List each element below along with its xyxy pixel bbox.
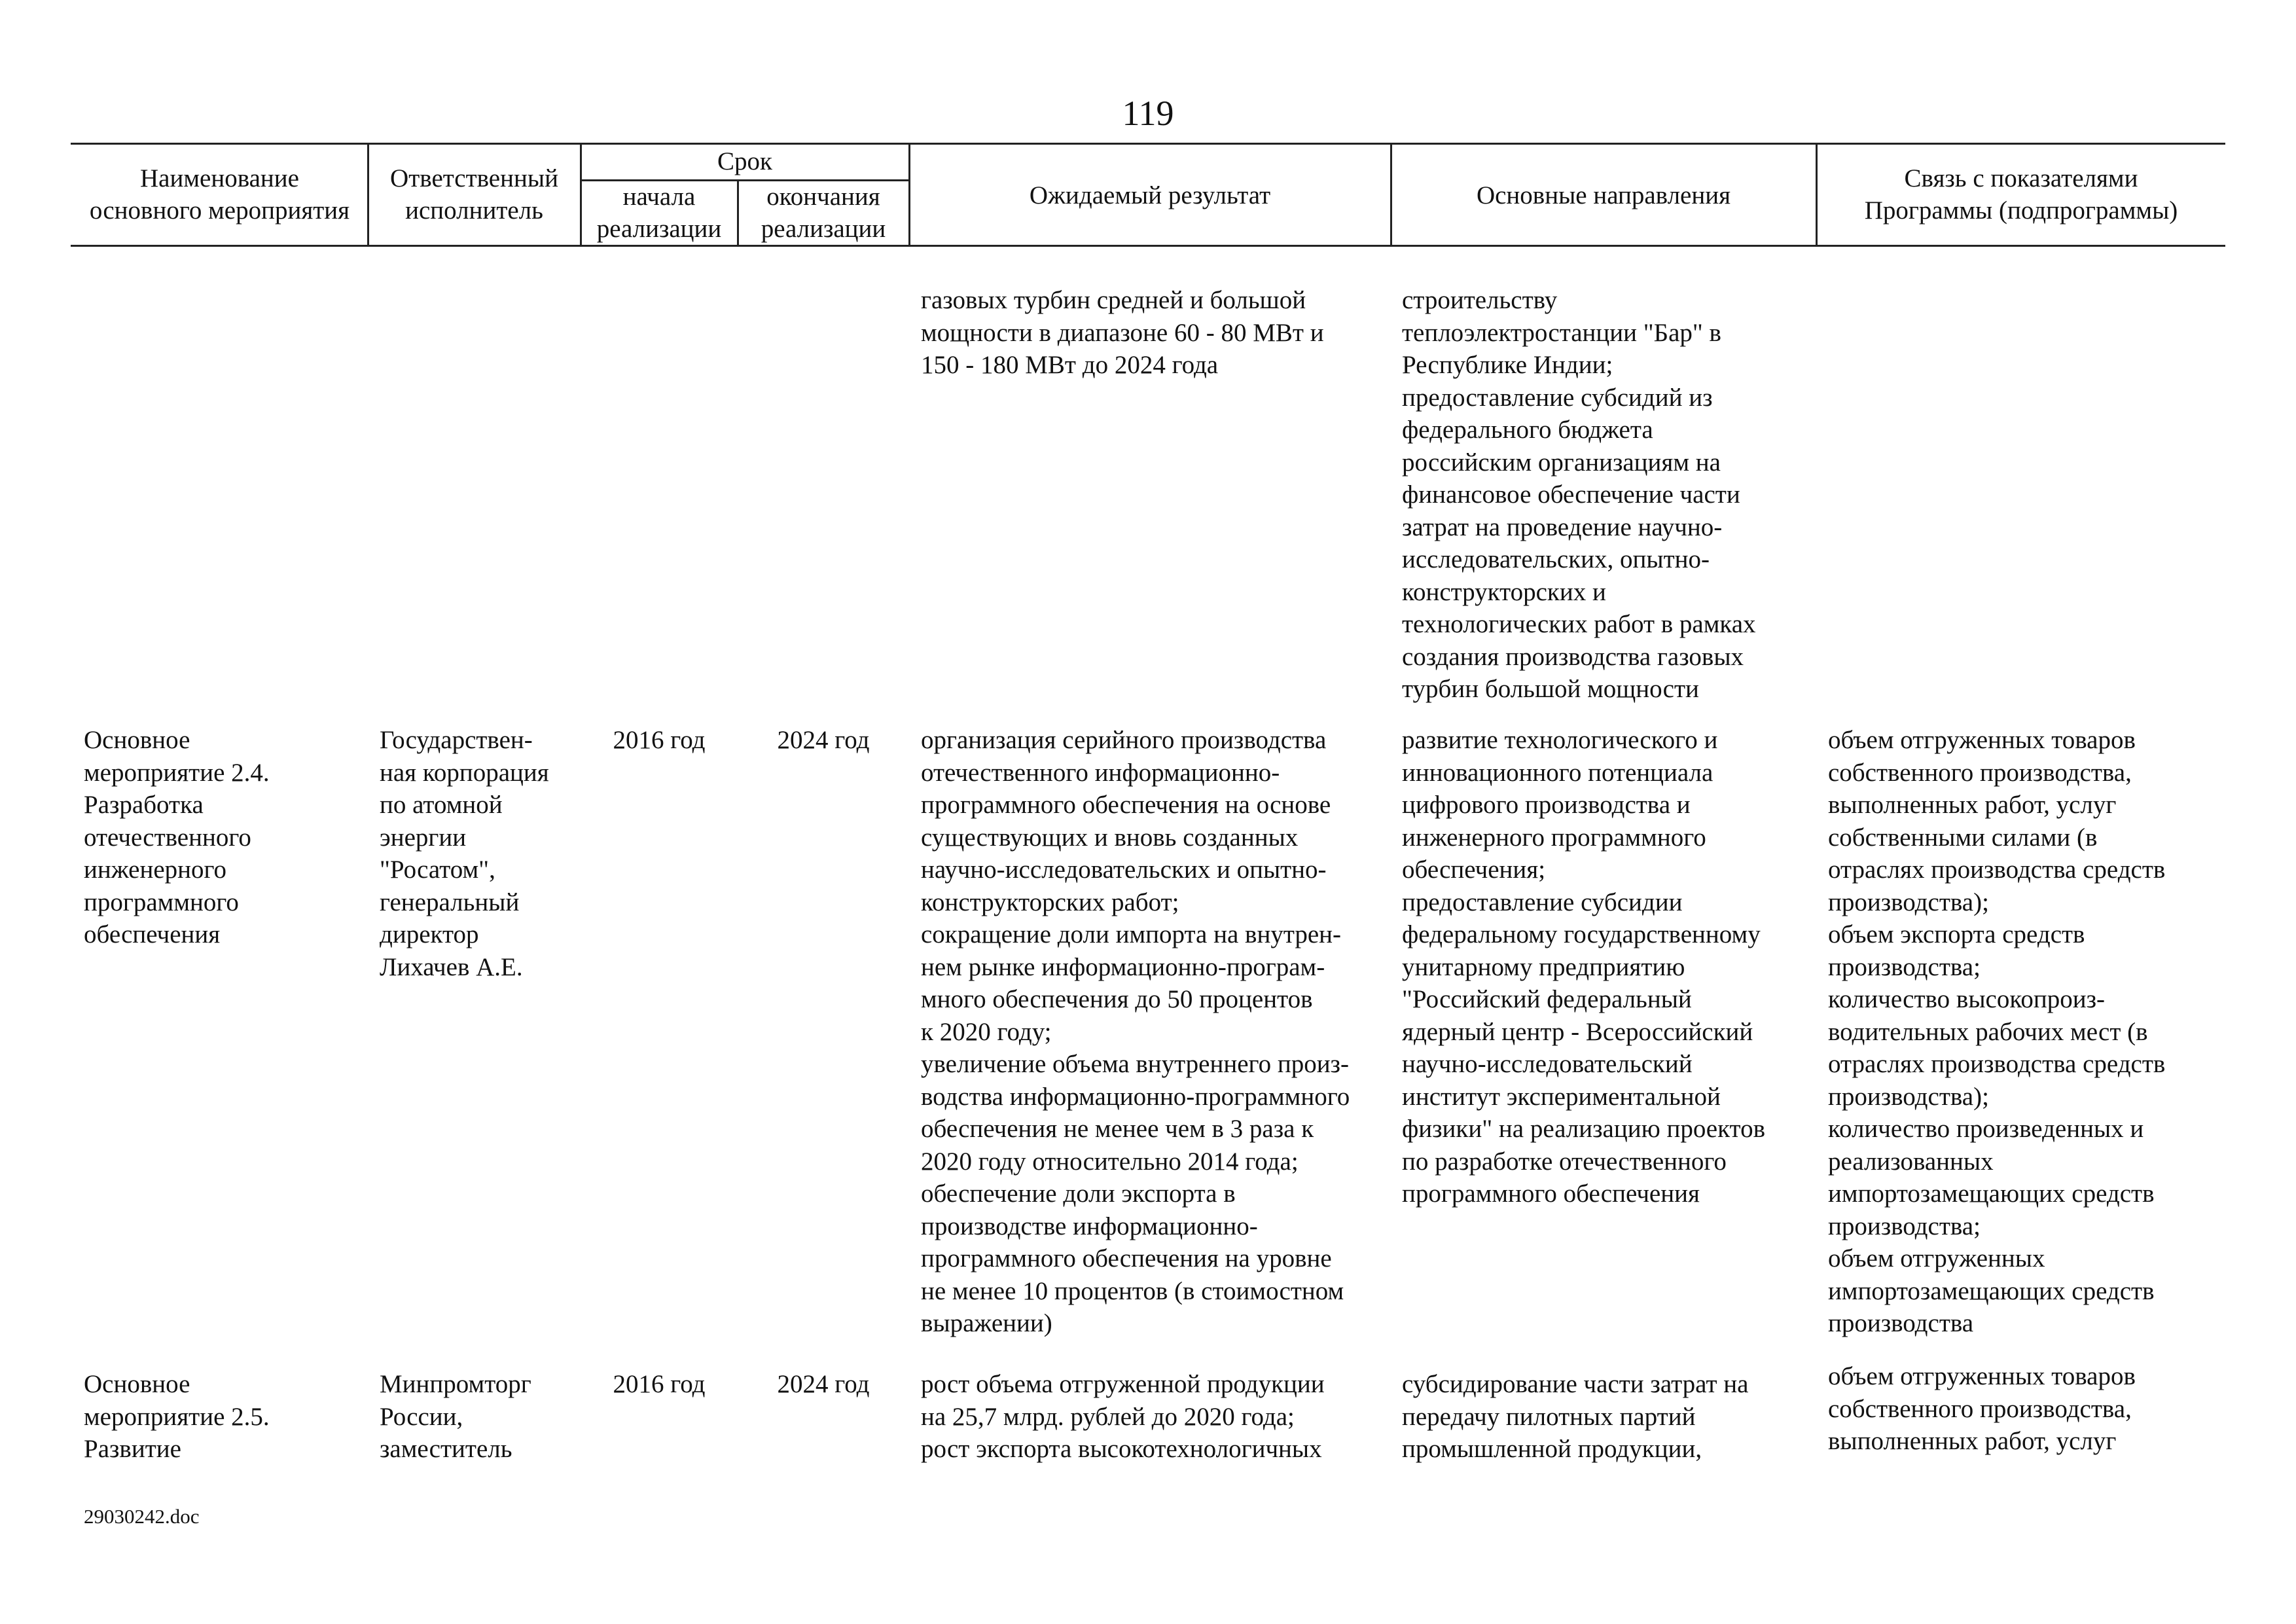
header-term: Срок [717, 147, 772, 175]
header-directions: Основные направления [1476, 181, 1731, 209]
row-1-end: 2024 год [777, 726, 870, 754]
row-1-link: объем отгруженных товаров собственного производства, выполненных работ, услуг собственными силами (в отраслях производства средств производства); объем экспорта средств производства; количество высокопроиз- водительных рабочих мест (в отраслях производства средств производства); количество произведенных и реализованных импортозамещающих средств производства; объем отгруженных импортозамещающих средств производства [1828, 726, 2166, 1337]
header-start: начала реализации [596, 183, 722, 243]
row-1-start: 2016 год [613, 726, 706, 754]
header-name: Наименование основного мероприятия [89, 164, 350, 225]
header-result: Ожидаемый результат [1029, 181, 1271, 209]
header-link: Связь с показателями Программы (подпрограммы) [1864, 164, 2178, 225]
row-1-name: Основное мероприятие 2.4. Разработка отечественного инженерного программного обеспечения [84, 726, 270, 948]
row-2-executor: Минпромторг России, заместитель [380, 1370, 531, 1463]
page-number: 119 [1122, 94, 1174, 133]
document-code: 29030242.doc [84, 1505, 200, 1528]
table-header-bottom-rule [71, 245, 2225, 247]
header-end: окончания реализации [761, 183, 886, 243]
header-executor: Ответственный исполнитель [390, 164, 558, 225]
row-2-directions: субсидирование части затрат на передачу пилотных партий промышленной продукции, [1402, 1370, 1749, 1463]
row-2-start: 2016 год [613, 1370, 706, 1398]
row-1-directions: развитие технологического и инновационного потенциала цифрового производства и инженерного программного обеспечения; предоставление субсидии федеральному государственному унитарному предприятию "Российский федеральный ядерный центр - Всероссийский научно-исследовательский институт экспериментальной физики" на реализацию проектов по разработке отечественного программного обеспечения [1402, 726, 1765, 1208]
row-2-result: рост объема отгруженной продукции на 25,7 млрд. рублей до 2020 года; рост экспорта высокотехнологичных [921, 1370, 1325, 1463]
row-0-directions: строительству теплоэлектростанции "Бар" в Республике Индии; предоставление субсидий из федерального бюджета российским организациям на финансовое обеспечение части затрат на проведение научно- исследовательских, опытно- конструкторских и технологических работ в рамках создания производства газовых турбин большой мощности [1402, 286, 1756, 703]
row-2-end: 2024 год [777, 1370, 870, 1398]
table-header-top-rule [71, 143, 2225, 145]
row-2-name: Основное мероприятие 2.5. Развитие [84, 1370, 270, 1463]
row-1-executor: Государствен- ная корпорация по атомной энергии "Росатом", генеральный директор Лихачев А.Е. [380, 726, 549, 981]
row-0-result: газовых турбин средней и большой мощности в диапазоне 60 - 80 МВт и 150 - 180 МВт до 2024 года [921, 286, 1324, 379]
row-1-result: организация серийного производства отечественного информационно- программного обеспечения на основе существующих и вновь созданных научно-исследовательских и опытно- конструкторских работ; сокращение доли импорта на внутрен- нем рынке информационно-програм- много обеспечения до 50 процентов к 2020 году; увеличение объема внутреннего произ- водства информационно-программного обеспечения не менее чем в 3 раза к 2020 году относительно 2014 года; обеспечение доли экспорта в производстве информационно- программного обеспечения на уровне не менее 10 процентов (в стоимостном выражении) [921, 726, 1350, 1337]
row-2-link: объем отгруженных товаров собственного производства, выполненных работ, услуг [1828, 1362, 2136, 1455]
